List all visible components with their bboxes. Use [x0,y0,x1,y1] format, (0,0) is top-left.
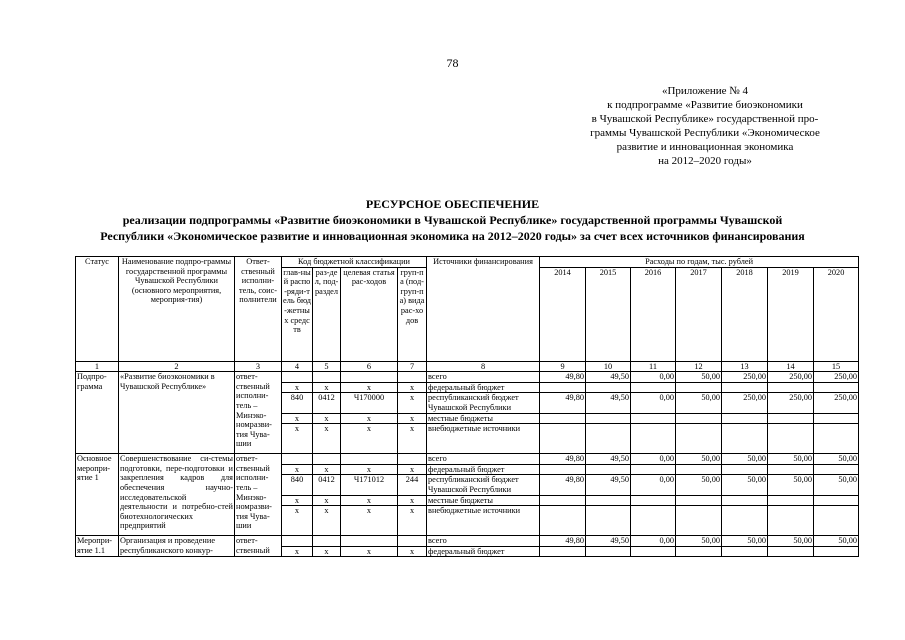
header-year: 2018 [722,267,768,361]
header-target-article: целевая статья рас-ходов [341,267,398,361]
header-year: 2019 [768,267,814,361]
code-cell: х [398,506,427,536]
code-cell: х [398,424,427,454]
column-number: 14 [768,361,814,372]
column-number: 4 [282,361,313,372]
code-cell: х [398,495,427,506]
code-cell: х [398,393,427,413]
row-source: федеральный бюджет [427,546,540,557]
code-cell: х [282,382,313,393]
value-cell: 49,50 [586,475,631,495]
row-source: федеральный бюджет [427,464,540,475]
code-cell: х [398,464,427,475]
appendix-line: к подпрограмме «Развитие биоэкономики [607,99,803,111]
value-cell: 250,00 [768,393,814,413]
document-title [0,196,905,244]
header-years-caption: Расходы по годам, тыс. рублей [540,257,859,268]
value-cell: 250,00 [814,393,859,413]
table-row [76,536,859,547]
column-number: 12 [676,361,722,372]
code-cell: х [282,506,313,536]
page-number: 78 [446,56,459,70]
value-cell: 50,00 [722,475,768,495]
header-year: 2014 [540,267,586,361]
value-cell: 50,00 [676,454,722,465]
column-number: 5 [313,361,341,372]
code-cell: х [313,424,341,454]
header-year: 2015 [586,267,631,361]
title-line: Республики «Экономическое развитие и инновационная экономика на 2012–2020 годы» за счет всех источников финансирования [100,229,805,243]
code-cell: х [313,464,341,475]
code-cell: х [341,464,398,475]
column-number: 9 [540,361,586,372]
code-cell: х [398,382,427,393]
row-source: местные бюджеты [427,495,540,506]
row-name: «Развитие биоэкономики в Чувашской Республике» [119,372,235,454]
column-number-row [76,361,859,372]
value-cell: 49,80 [540,536,586,547]
table-row [76,372,859,383]
value-cell: 50,00 [722,536,768,547]
value-cell: 49,80 [540,372,586,383]
row-source: республиканский бюджет Чувашской Республики [427,475,540,495]
value-cell: 49,80 [540,475,586,495]
value-cell: 0,00 [631,393,676,413]
value-cell: 50,00 [814,454,859,465]
code-cell: х [282,413,313,424]
code-cell: 0412 [313,393,341,413]
row-status: Меропри-ятие 1.1 [76,536,119,557]
header-section: раз-дел, под-раздел [313,267,341,361]
row-source: всего [427,454,540,465]
appendix-line: «Приложение № 4 [661,85,749,97]
header-source: Источники финансирования [427,257,540,362]
value-cell: 50,00 [768,475,814,495]
header-chief-manager: глав-ный распо-ряди-тель бюд-жетных средств [282,267,313,361]
column-number: 3 [235,361,282,372]
header-year: 2016 [631,267,676,361]
row-name: Организация и проведение республиканского конкур- [119,536,235,557]
row-source: всего [427,536,540,547]
code-cell: х [398,413,427,424]
code-cell: х [313,506,341,536]
title-line: реализации подпрограммы «Развитие биоэкономики в Чувашской Республике» государственной программы Чувашской [122,213,783,227]
code-cell: х [341,495,398,506]
code-cell: Ч171012 [341,475,398,495]
column-number: 7 [398,361,427,372]
code-cell: х [341,506,398,536]
value-cell: 50,00 [768,536,814,547]
column-number: 10 [586,361,631,372]
code-cell: х [282,495,313,506]
value-cell: 0,00 [631,372,676,383]
code-cell: 0412 [313,475,341,495]
value-cell: 50,00 [676,475,722,495]
value-cell: 0,00 [631,475,676,495]
value-cell: 250,00 [814,372,859,383]
value-cell: 50,00 [768,454,814,465]
column-number: 1 [76,361,119,372]
header-year: 2017 [676,267,722,361]
resource-table [75,256,859,557]
value-cell: 49,80 [540,393,586,413]
code-cell: 840 [282,393,313,413]
code-cell: х [398,546,427,557]
value-cell: 50,00 [676,393,722,413]
row-source: федеральный бюджет [427,382,540,393]
code-cell: х [313,382,341,393]
code-cell: х [282,546,313,557]
code-cell: х [341,546,398,557]
header-expense-group: груп-па (под-груп-па) вида рас-ходов [398,267,427,361]
value-cell: 50,00 [814,475,859,495]
code-cell: х [341,424,398,454]
row-responsible: ответ-ственный [235,536,282,557]
code-cell: х [341,382,398,393]
row-responsible: ответ-ственный исполни-тель – Минэко-номразви-тия Чува-шии [235,372,282,454]
value-cell: 49,80 [540,454,586,465]
header-name: Наименование подпро-граммы государственной программы Чувашской Республики (основного мероприятия, мероприя-тия) [119,257,235,362]
value-cell: 250,00 [722,372,768,383]
value-cell: 0,00 [631,536,676,547]
value-cell: 49,50 [586,393,631,413]
column-number: 8 [427,361,540,372]
header-responsible: Ответ-ственный исполни-тель, соис-полнители [235,257,282,362]
appendix-line: развитие и инновационная экономика [616,141,794,153]
header-status: Статус [76,257,119,362]
value-cell: 50,00 [722,454,768,465]
value-cell: 49,50 [586,536,631,547]
row-source: всего [427,372,540,383]
appendix-line: граммы Чувашской Республики «Экономическое [590,127,820,139]
appendix-line: на 2012–2020 годы» [658,155,752,167]
code-cell: Ч170000 [341,393,398,413]
row-status: Основное меропри-ятие 1 [76,454,119,536]
row-status: Подпро-грамма [76,372,119,454]
value-cell: 250,00 [768,372,814,383]
row-responsible: ответ-ственный исполни-тель – Минэко-номразви-тия Чува-шии [235,454,282,536]
column-number: 11 [631,361,676,372]
row-source: местные бюджеты [427,413,540,424]
appendix-caption [555,84,855,168]
row-source: внебюджетные источники [427,424,540,454]
value-cell: 0,00 [631,454,676,465]
code-cell: х [282,464,313,475]
column-number: 15 [814,361,859,372]
code-cell: х [313,495,341,506]
row-source: внебюджетные источники [427,506,540,536]
header-row [76,257,859,268]
header-budget-code: Код бюджетной классификации [282,257,427,268]
value-cell: 50,00 [814,536,859,547]
column-number: 2 [119,361,235,372]
code-cell: х [282,424,313,454]
row-source: республиканский бюджет Чувашской Республики [427,393,540,413]
value-cell: 250,00 [722,393,768,413]
value-cell: 49,50 [586,372,631,383]
table-row [76,454,859,465]
code-cell: х [313,546,341,557]
appendix-line: в Чувашской Республике» государственной про- [591,113,819,125]
row-name: Совершенствование си-стемы подготовки, пере-подготовки и закрепления кадров для обеспечения научно-исследовательской деятельности и потребно-стей биотехнологических предприятий [119,454,235,536]
code-cell: 244 [398,475,427,495]
code-cell: х [313,413,341,424]
column-number: 13 [722,361,768,372]
value-cell: 49,50 [586,454,631,465]
header-year: 2020 [814,267,859,361]
value-cell: 50,00 [676,536,722,547]
title-main: РЕСУРСНОЕ ОБЕСПЕЧЕНИЕ [365,197,540,211]
code-cell: х [341,413,398,424]
column-number: 6 [341,361,398,372]
code-cell: 840 [282,475,313,495]
value-cell: 50,00 [676,372,722,383]
